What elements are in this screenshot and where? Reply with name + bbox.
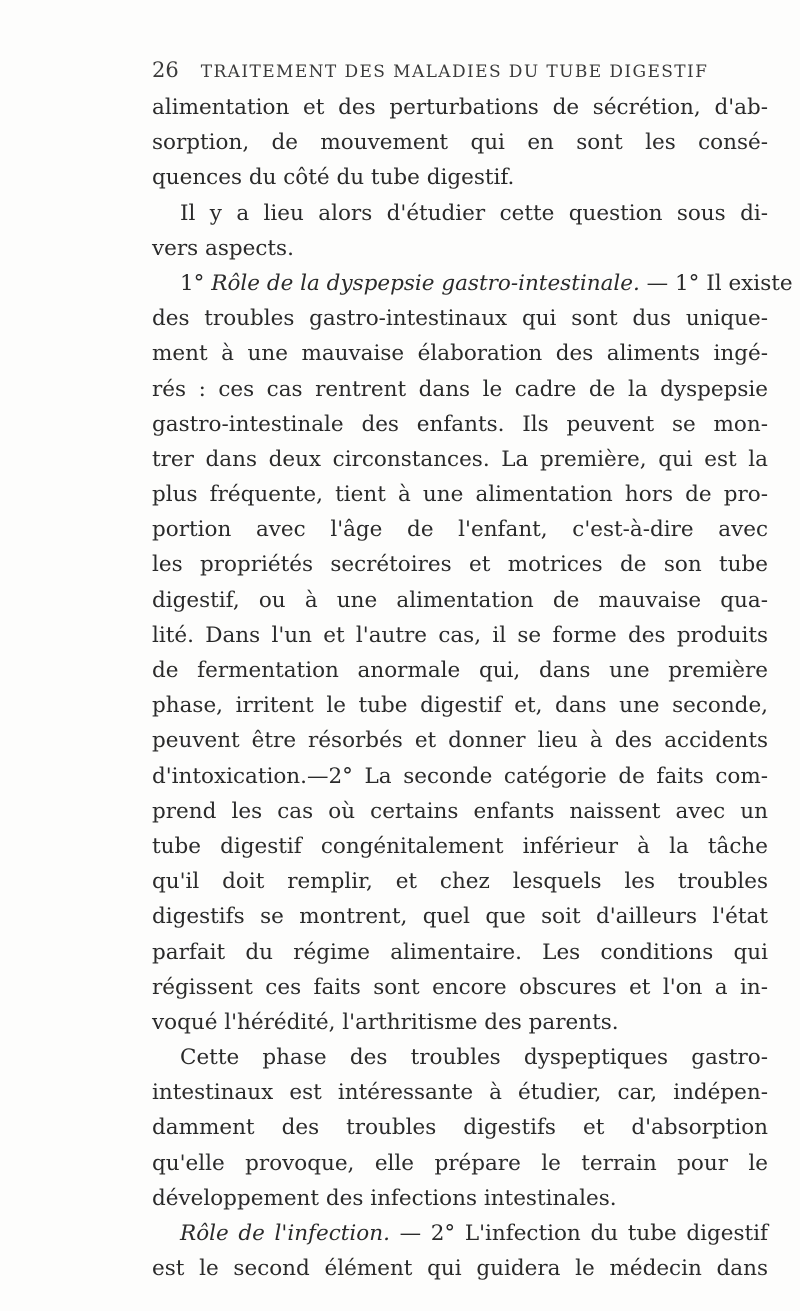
- text-line: est le second élément qui guidera le médecin dans: [152, 1256, 768, 1282]
- running-title: TRAITEMENT DES MALADIES DU TUBE DIGESTIF: [200, 62, 709, 82]
- text-line: des troubles gastro-intestinaux qui sont dus unique-: [152, 306, 768, 332]
- text-line: les propriétés secrétoires et motrices de son tube: [152, 552, 768, 578]
- text-line: lité. Dans l'un et l'autre cas, il se forme des produits: [152, 622, 768, 648]
- text-line: ment à une mauvaise élaboration des aliments ingé-: [152, 341, 768, 367]
- section-title-infection: Rôle de l'infection.: [180, 1221, 390, 1246]
- text-line: phase, irritent le tube digestif et, dans une seconde,: [152, 693, 768, 719]
- text-line: quences du côté du tube digestif.: [152, 165, 515, 191]
- text-line: plus fréquente, tient à une alimentation hors de pro-: [152, 482, 768, 508]
- section-heading-rest: — 2° L'infection du tube digestif: [389, 1221, 768, 1246]
- text-line: intestinaux est intéressante à étudier, car, indépen-: [152, 1080, 768, 1106]
- text-line: gastro-intestinale des enfants. Ils peuvent se mon-: [152, 411, 768, 437]
- text-line: digestif, ou à une alimentation de mauvaise qua-: [152, 587, 768, 613]
- text-line: développement des infections intestinales.: [152, 1185, 617, 1211]
- text-line: régissent ces faits sont encore obscures et l'on a in-: [152, 974, 768, 1000]
- section-heading-line: [152, 1216, 768, 1251]
- text-line: prend les cas où certains enfants naissent avec un: [152, 798, 768, 824]
- text-line: sorption, de mouvement qui en sont les consé-: [152, 130, 768, 156]
- text-line: Cette phase des troubles dyspeptiques gastro-: [180, 1045, 768, 1071]
- text-line: Il y a lieu alors d'étudier cette question sous di-: [180, 200, 768, 226]
- text-line: vers aspects.: [152, 235, 294, 261]
- text-line: rés : ces cas rentrent dans le cadre de la dyspepsie: [152, 376, 768, 402]
- text-line: de fermentation anormale qui, dans une première: [152, 658, 768, 683]
- text-line: d'intoxication.—2° La seconde catégorie de faits com-: [152, 763, 768, 789]
- text-line: alimentation et des perturbations de sécrétion, d'ab-: [152, 95, 768, 120]
- text-line: portion avec l'âge de l'enfant, c'est-à-dire avec: [152, 517, 768, 543]
- section-number: 1°: [180, 270, 212, 296]
- text-line: peuvent être résorbés et donner lieu à des accidents: [152, 728, 768, 754]
- body-text: [152, 90, 793, 1286]
- text-line: damment des troubles digestifs et d'absorption: [152, 1115, 768, 1141]
- text-line: qu'il doit remplir, et chez lesquels les troubles: [152, 869, 768, 895]
- section-heading-line: [152, 266, 793, 301]
- text-line: tube digestif congénitalement inférieur à la tâche: [152, 833, 768, 859]
- running-head: [152, 58, 712, 86]
- text-line: trer dans deux circonstances. La première, qui est la: [152, 446, 768, 472]
- text-line: voqué l'hérédité, l'arthritisme des parents.: [152, 1009, 619, 1035]
- section-title-dyspepsie: Rôle de la dyspepsie gastro-intestinale.: [211, 270, 640, 296]
- text-line: parfait du régime alimentaire. Les conditions qui: [152, 939, 768, 965]
- text-line: qu'elle provoque, elle prépare le terrain pour le: [152, 1150, 768, 1176]
- page-number: 26: [152, 58, 179, 82]
- text-line: digestifs se montrent, quel que soit d'ailleurs l'état: [152, 904, 768, 930]
- section-heading-rest: — 1° Il existe: [639, 270, 793, 296]
